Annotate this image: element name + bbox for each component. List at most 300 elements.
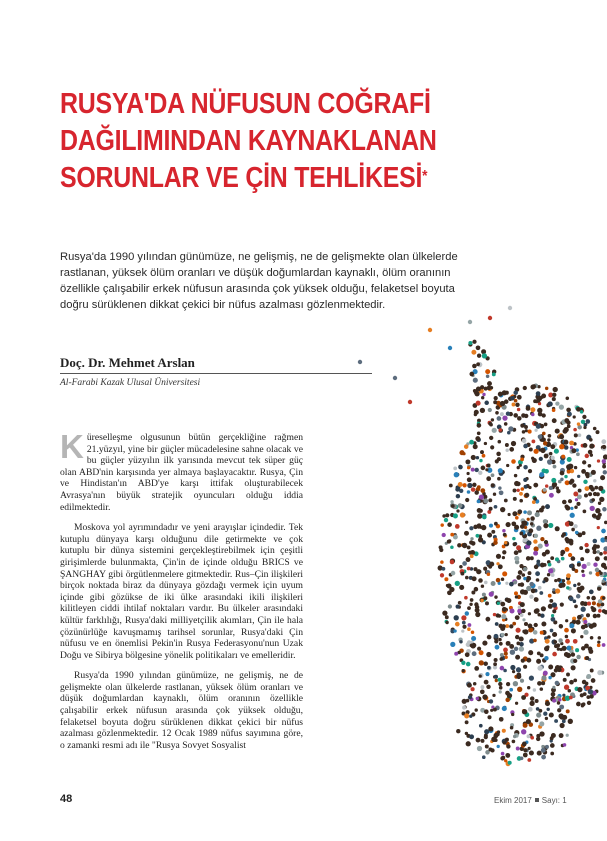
person-figure <box>487 533 492 538</box>
person-figure <box>516 545 521 550</box>
person-figure <box>553 387 558 392</box>
person-figure <box>550 752 554 756</box>
person-figure <box>570 513 575 518</box>
person-figure <box>541 745 544 748</box>
person-figure <box>583 443 588 448</box>
person-figure <box>462 561 467 566</box>
person-figure <box>512 670 515 673</box>
article-body <box>60 428 303 760</box>
person-figure <box>590 506 595 511</box>
person-figure <box>582 460 586 464</box>
person-figure <box>563 440 568 445</box>
person-figure <box>589 438 593 442</box>
person-figure <box>505 753 510 758</box>
person-figure <box>590 453 593 456</box>
person-figure <box>566 397 570 401</box>
person-figure <box>596 430 600 434</box>
person-figure <box>502 729 506 733</box>
person-figure <box>516 642 520 646</box>
person-figure <box>531 588 536 593</box>
person-figure <box>485 672 489 676</box>
author-affiliation: Al-Farabi Kazak Ulusal Üniversitesi <box>60 378 201 388</box>
person-figure <box>528 624 533 629</box>
person-figure <box>513 580 517 584</box>
person-figure <box>514 474 517 477</box>
person-figure <box>588 647 593 652</box>
person-figure <box>488 726 493 731</box>
person-figure <box>587 602 591 606</box>
person-figure <box>462 621 466 625</box>
person-figure <box>498 678 502 682</box>
person-figure <box>499 642 503 646</box>
person-figure <box>528 707 533 712</box>
person-figure <box>502 706 507 711</box>
crowd-people <box>358 306 607 766</box>
person-figure <box>456 494 460 498</box>
person-figure <box>501 578 505 582</box>
person-figure <box>497 477 501 481</box>
person-figure <box>552 397 556 401</box>
person-figure <box>571 556 576 561</box>
person-figure <box>593 427 597 431</box>
person-figure <box>485 369 490 374</box>
person-figure <box>497 745 500 748</box>
person-figure <box>596 550 600 554</box>
person-figure <box>528 430 532 434</box>
person-figure <box>571 528 575 532</box>
person-figure <box>489 436 493 440</box>
person-figure <box>475 612 480 617</box>
person-figure <box>569 623 574 628</box>
person-figure <box>571 448 576 453</box>
person-figure <box>581 646 585 650</box>
person-figure <box>604 556 607 560</box>
person-figure <box>501 633 505 637</box>
person-figure <box>466 662 471 667</box>
person-figure <box>598 486 603 491</box>
person-figure <box>551 614 554 617</box>
person-figure <box>519 646 524 651</box>
person-figure <box>602 596 605 599</box>
person-figure <box>506 411 510 415</box>
person-figure <box>487 715 491 719</box>
person-figure <box>560 583 564 587</box>
person-figure <box>581 704 584 707</box>
person-figure <box>495 645 500 650</box>
person-figure <box>487 635 492 640</box>
person-figure <box>469 734 474 739</box>
person-figure <box>455 581 460 586</box>
person-figure <box>509 688 513 692</box>
person-figure <box>574 505 578 509</box>
person-figure <box>484 729 489 734</box>
person-figure <box>543 488 547 492</box>
person-figure <box>466 557 471 562</box>
person-figure <box>558 698 562 702</box>
person-figure <box>575 648 579 652</box>
person-figure <box>473 378 478 383</box>
person-figure <box>577 475 580 478</box>
person-figure <box>580 635 583 638</box>
person-figure <box>547 401 552 406</box>
person-figure <box>573 639 578 644</box>
person-figure <box>500 666 505 671</box>
person-figure <box>593 479 596 482</box>
person-figure <box>565 639 570 644</box>
person-figure <box>498 440 502 444</box>
person-figure <box>559 705 564 710</box>
person-figure <box>442 533 446 537</box>
person-figure <box>475 534 479 538</box>
person-figure <box>479 674 482 677</box>
person-figure <box>521 695 526 700</box>
person-figure <box>585 548 590 553</box>
person-figure <box>544 540 548 544</box>
person-figure <box>507 693 512 698</box>
person-figure <box>549 712 554 717</box>
person-figure <box>551 478 556 483</box>
person-figure <box>529 750 534 755</box>
person-figure <box>495 622 499 626</box>
person-figure <box>481 584 484 587</box>
person-figure <box>484 442 487 445</box>
person-figure <box>481 466 486 471</box>
person-figure <box>537 651 541 655</box>
person-figure <box>561 455 565 459</box>
person-figure <box>481 396 484 399</box>
person-figure <box>441 567 445 571</box>
person-figure <box>515 702 518 705</box>
person-figure <box>549 452 553 456</box>
person-figure <box>513 489 517 493</box>
person-figure <box>598 513 602 517</box>
person-figure <box>570 507 573 510</box>
person-figure <box>494 505 498 509</box>
person-figure <box>523 478 527 482</box>
person-figure <box>512 511 517 516</box>
person-figure <box>528 486 531 489</box>
person-figure <box>559 404 564 409</box>
issue-info <box>494 796 567 805</box>
person-figure <box>530 736 534 740</box>
person-figure <box>597 526 600 529</box>
person-figure <box>555 681 560 686</box>
person-figure <box>505 656 508 659</box>
person-figure <box>530 696 535 701</box>
person-figure <box>508 306 512 310</box>
person-figure <box>528 612 531 615</box>
person-figure <box>465 732 468 735</box>
person-figure <box>530 556 534 560</box>
person-figure <box>545 484 548 487</box>
person-figure <box>465 498 469 502</box>
person-figure <box>521 658 525 662</box>
person-figure <box>445 621 448 624</box>
person-figure <box>494 634 499 639</box>
person-figure <box>455 622 460 627</box>
person-figure <box>465 652 470 657</box>
person-figure <box>541 394 546 399</box>
person-figure <box>471 687 475 691</box>
person-figure <box>540 537 544 541</box>
person-figure <box>520 458 524 462</box>
person-figure <box>550 556 554 560</box>
person-figure <box>593 539 598 544</box>
person-figure <box>601 563 606 568</box>
person-figure <box>562 694 565 697</box>
person-figure <box>482 515 487 520</box>
person-figure <box>501 756 505 760</box>
person-figure <box>577 687 582 692</box>
person-figure <box>527 747 530 750</box>
person-figure <box>568 689 572 693</box>
person-figure <box>501 624 505 628</box>
person-figure <box>513 413 518 418</box>
person-figure <box>548 434 552 438</box>
article-title <box>60 86 438 197</box>
person-figure <box>471 591 475 595</box>
person-figure <box>484 401 489 406</box>
person-figure <box>480 385 484 389</box>
person-figure <box>464 444 469 449</box>
person-figure <box>559 624 563 628</box>
person-figure <box>475 468 479 472</box>
person-figure <box>542 413 546 417</box>
person-figure <box>573 428 577 432</box>
person-figure <box>469 372 474 377</box>
person-figure <box>509 447 514 452</box>
person-figure <box>442 610 447 615</box>
person-figure <box>521 729 526 734</box>
person-figure <box>534 534 538 538</box>
person-figure <box>489 699 493 703</box>
person-figure <box>552 393 556 397</box>
person-figure <box>470 598 474 602</box>
person-figure <box>526 719 531 724</box>
person-figure <box>508 426 513 431</box>
person-figure <box>500 602 505 607</box>
person-figure <box>497 457 501 461</box>
person-figure <box>358 360 362 364</box>
person-figure <box>477 431 481 435</box>
person-figure <box>520 679 524 683</box>
person-figure <box>477 513 482 518</box>
person-figure <box>488 408 492 412</box>
person-figure <box>490 709 493 712</box>
person-figure <box>497 602 500 605</box>
person-figure <box>523 386 527 390</box>
person-figure <box>548 676 551 679</box>
person-figure <box>536 707 540 711</box>
person-figure <box>470 550 475 555</box>
person-figure <box>527 686 530 689</box>
person-figure <box>520 613 524 617</box>
person-figure <box>506 744 510 748</box>
person-figure <box>552 699 556 703</box>
person-figure <box>568 464 573 469</box>
person-figure <box>535 400 538 403</box>
person-figure <box>576 502 580 506</box>
person-figure <box>551 617 556 622</box>
person-figure <box>478 578 483 583</box>
person-figure <box>483 499 488 504</box>
person-figure <box>502 415 507 420</box>
person-figure <box>543 563 547 567</box>
person-figure <box>539 721 544 726</box>
person-figure <box>462 452 465 455</box>
person-figure <box>543 441 547 445</box>
person-figure <box>540 613 544 617</box>
person-figure <box>454 652 458 656</box>
person-figure <box>595 508 600 513</box>
person-figure <box>455 524 460 529</box>
person-figure <box>453 467 457 471</box>
title-footnote-mark: * <box>422 168 428 185</box>
person-figure <box>472 340 476 344</box>
person-figure <box>593 544 597 548</box>
person-figure <box>545 717 548 720</box>
person-figure <box>552 588 555 591</box>
person-figure <box>581 469 586 474</box>
person-figure <box>583 480 587 484</box>
person-figure <box>515 403 519 407</box>
person-figure <box>462 669 465 672</box>
person-figure <box>593 563 597 567</box>
person-figure <box>553 640 557 644</box>
person-figure <box>465 521 468 524</box>
person-figure <box>471 630 475 634</box>
person-figure <box>476 362 480 366</box>
person-figure <box>572 483 576 487</box>
person-figure <box>480 488 485 493</box>
person-figure <box>487 386 492 391</box>
person-figure <box>517 408 521 412</box>
person-figure <box>577 582 581 586</box>
person-figure <box>566 709 570 713</box>
person-figure <box>521 609 525 613</box>
person-figure <box>563 678 567 682</box>
body-paragraph <box>60 428 303 513</box>
person-figure <box>553 465 557 469</box>
person-figure <box>480 685 484 689</box>
person-figure <box>516 575 521 580</box>
person-figure <box>545 701 550 706</box>
person-figure <box>496 452 501 457</box>
person-figure <box>559 733 564 738</box>
person-figure <box>458 601 462 605</box>
person-figure <box>505 633 508 636</box>
person-figure <box>497 416 502 421</box>
person-figure <box>529 676 534 681</box>
person-figure <box>555 589 560 594</box>
person-figure <box>493 662 497 666</box>
person-figure <box>459 640 462 643</box>
person-figure <box>569 680 574 685</box>
person-figure <box>586 419 590 423</box>
person-figure <box>519 531 523 535</box>
person-figure <box>548 594 552 598</box>
person-figure <box>576 452 580 456</box>
person-figure <box>565 635 569 639</box>
author-name: Doç. Dr. Mehmet Arslan <box>60 355 195 370</box>
person-figure <box>542 432 546 436</box>
person-figure <box>592 513 596 517</box>
person-figure <box>508 761 512 765</box>
person-figure <box>602 507 606 511</box>
person-figure <box>519 636 524 641</box>
person-figure <box>479 724 483 728</box>
person-figure <box>560 471 565 476</box>
person-figure <box>585 454 589 458</box>
person-figure <box>509 624 513 628</box>
person-figure <box>539 731 544 736</box>
person-figure <box>536 578 540 582</box>
person-figure <box>536 713 541 718</box>
person-figure <box>542 552 547 557</box>
person-figure <box>560 550 565 555</box>
person-figure <box>461 629 464 632</box>
person-figure <box>542 580 545 583</box>
person-figure <box>597 459 600 462</box>
person-figure <box>484 709 489 714</box>
person-figure <box>470 554 474 558</box>
person-figure <box>514 647 518 651</box>
person-figure <box>568 553 572 557</box>
person-figure <box>487 381 492 386</box>
person-figure <box>474 490 478 494</box>
person-figure <box>535 512 540 517</box>
person-figure <box>598 501 601 504</box>
person-figure <box>597 587 601 591</box>
person-figure <box>483 596 487 600</box>
person-figure <box>450 500 453 503</box>
person-figure <box>467 490 471 494</box>
person-figure <box>577 615 582 620</box>
person-figure <box>524 425 528 429</box>
person-figure <box>555 401 559 405</box>
person-figure <box>544 646 549 651</box>
person-figure <box>537 613 541 617</box>
person-figure <box>539 472 544 477</box>
person-figure <box>523 465 527 469</box>
person-figure <box>479 660 484 665</box>
person-figure <box>579 546 583 550</box>
person-figure <box>471 487 475 491</box>
person-figure <box>515 595 518 598</box>
person-figure <box>586 674 591 679</box>
person-figure <box>523 444 528 449</box>
person-figure <box>581 607 586 612</box>
person-figure <box>477 499 481 503</box>
person-figure <box>523 567 527 571</box>
person-figure <box>556 486 559 489</box>
person-figure <box>510 726 514 730</box>
person-figure <box>562 532 566 536</box>
person-figure <box>493 493 496 496</box>
person-figure <box>550 444 555 449</box>
person-figure <box>498 564 503 569</box>
person-figure <box>576 594 581 599</box>
person-figure <box>547 635 551 639</box>
person-figure <box>458 465 463 470</box>
person-figure <box>536 659 541 664</box>
person-figure <box>483 567 487 571</box>
person-figure <box>528 571 532 575</box>
person-figure <box>522 630 526 634</box>
person-figure <box>484 735 488 739</box>
person-figure <box>514 550 519 555</box>
person-figure <box>582 415 586 419</box>
